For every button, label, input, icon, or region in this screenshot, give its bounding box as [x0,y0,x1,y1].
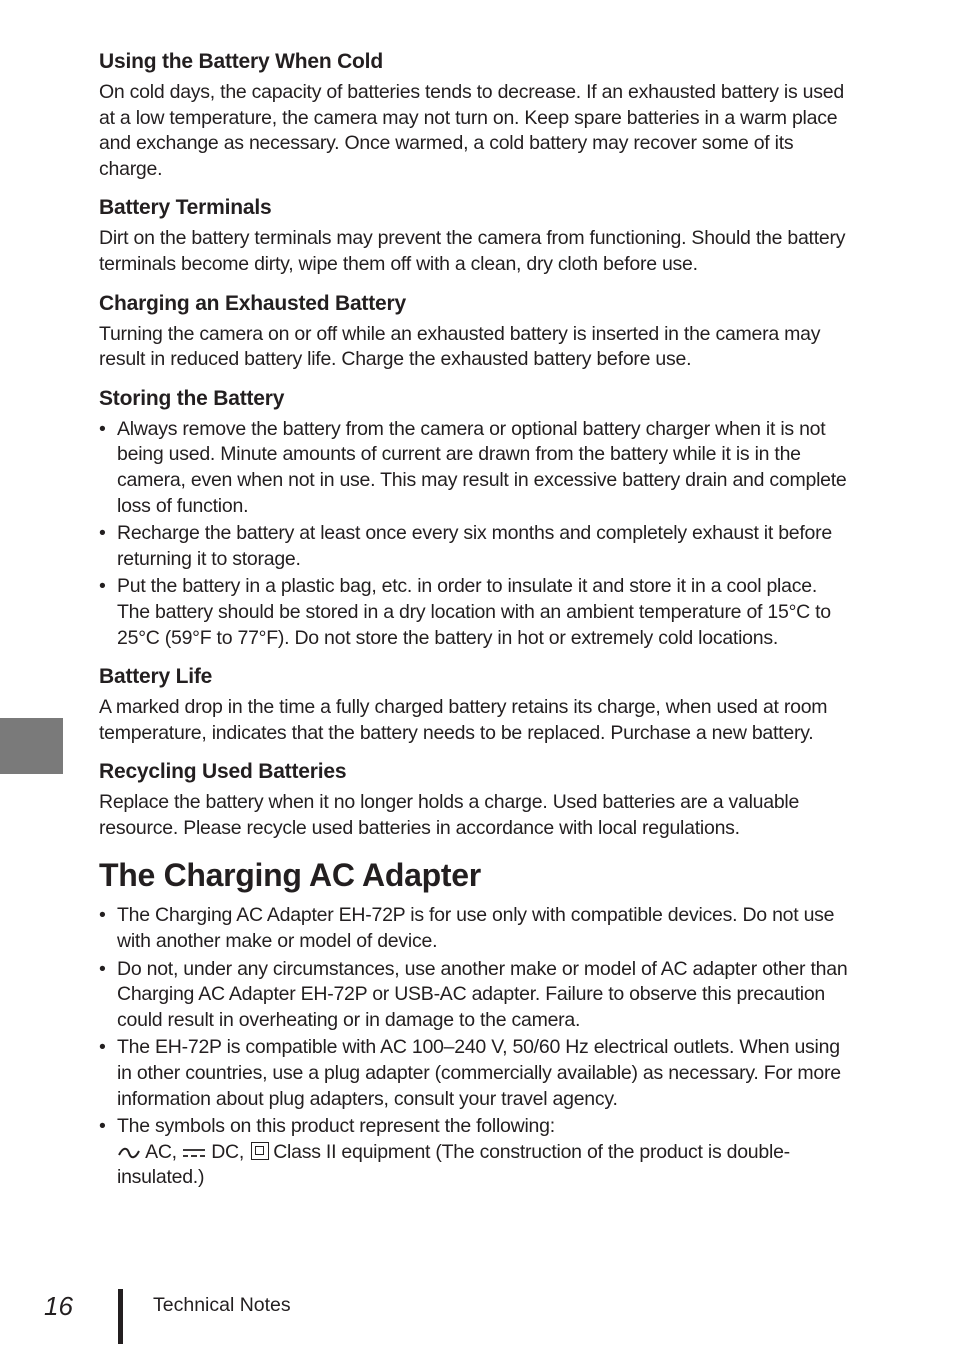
section-battery-life [99,663,851,746]
adapter-title: The Charging AC Adapter [99,857,481,894]
chapter-tab [0,718,63,774]
bullet-icon: • [99,957,106,980]
ac-wave-icon [117,1146,141,1160]
footer-divider [118,1289,123,1344]
footer-section-label: Technical Notes [153,1294,291,1316]
list-item-text: Recharge the battery at least once every six months and completely exhaust it before returning it to storage. [117,522,832,570]
list-item-text: The EH-72P is compatible with AC 100–240 V, 50/60 Hz electrical outlets. When using in other countries, use a plug adapter (commercially available) as necessary. For more information about plug adapters, consult your travel agency. [117,1036,841,1110]
section-battery-cold [99,48,851,182]
bullet-icon: • [99,904,106,927]
section-heading: Using the Battery When Cold [99,50,383,73]
bullet-list [99,903,851,1191]
section-text: Replace the battery when it no longer holds a charge. Used batteries are a valuable resource. Please recycle used batteries in accordance with local regulations. [99,791,800,839]
list-item [99,574,851,651]
symbols-line [117,1140,851,1191]
section-heading: Charging an Exhausted Battery [99,291,406,315]
dc-current-icon [182,1146,206,1160]
page-number: 16 [44,1291,73,1321]
section-heading: Recycling Used Batteries [99,760,347,784]
bullet-icon: • [99,575,106,598]
section-charging-exhausted [99,290,851,373]
list-item [99,1035,851,1112]
list-item [99,417,851,519]
section-text: Dirt on the battery terminals may prevent the camera from functioning. Should the battery terminals become dirty, wipe them off with a clean, dry cloth before use. [99,227,846,275]
section-storing-battery [99,385,851,651]
bullet-icon: • [99,1115,106,1138]
section-heading: Battery Life [99,665,213,689]
dc-label: DC, [211,1140,245,1163]
bullet-list [99,417,851,651]
symbols-intro: The symbols on this product represent the following: [117,1115,555,1138]
section-heading: Storing the Battery [99,386,285,410]
bullet-icon: • [99,1036,106,1059]
list-item [99,521,851,572]
page-content [99,48,851,1203]
double-square-icon [251,1142,269,1160]
list-item-text: Put the battery in a plastic bag, etc. in order to insulate it and store it in a cool place. The battery should be stored in a dry location with an ambient temperature of 15°C to 25°C (59°F to 77°F). Do not store the battery in hot or extremely cold locations. [117,575,831,649]
section-heading: Battery Terminals [99,196,272,220]
section-text: On cold days, the capacity of batteries tends to decrease. If an exhausted battery is used at a low temperature, the camera may not turn on. Keep spare batteries in a warm place and exchange as necessary. Once warmed, a cold battery may recover some of its charge. [99,81,844,180]
list-item-text: Do not, under any circumstances, use another make or model of AC adapter other than Charging AC Adapter EH-72P or USB-AC adapter. Failure to observe this precaution could result in overheating or in damage to the camera. [117,957,848,1031]
section-recycling [99,758,851,841]
section-text: Turning the camera on or off while an exhausted battery is inserted in the camera may result in reduced battery life. Charge the exhausted battery before use. [99,322,821,371]
ac-label: AC, [145,1140,177,1163]
list-item [99,1114,851,1191]
list-item-text: The Charging AC Adapter EH-72P is for use only with compatible devices. Do not use with another make or model of device. [117,904,835,953]
class2-label: Class II equipment (The construction of the product is double-insulated.) [117,1140,790,1189]
section-charging-ac-adapter [99,857,851,1191]
list-item [99,903,851,954]
bullet-icon: • [99,417,106,440]
list-item-text: Always remove the battery from the camera or optional battery charger when it is not being used. Minute amounts of current are drawn from the battery while it is in the camera, even when not in use. This may result in excessive battery drain and complete loss of function. [117,417,847,517]
bullet-icon: • [99,522,106,545]
list-item [99,957,851,1034]
section-text: A marked drop in the time a fully charged battery retains its charge, when used at room temperature, indicates that the battery needs to be replaced. Purchase a new battery. [99,696,828,744]
section-battery-terminals [99,194,851,277]
